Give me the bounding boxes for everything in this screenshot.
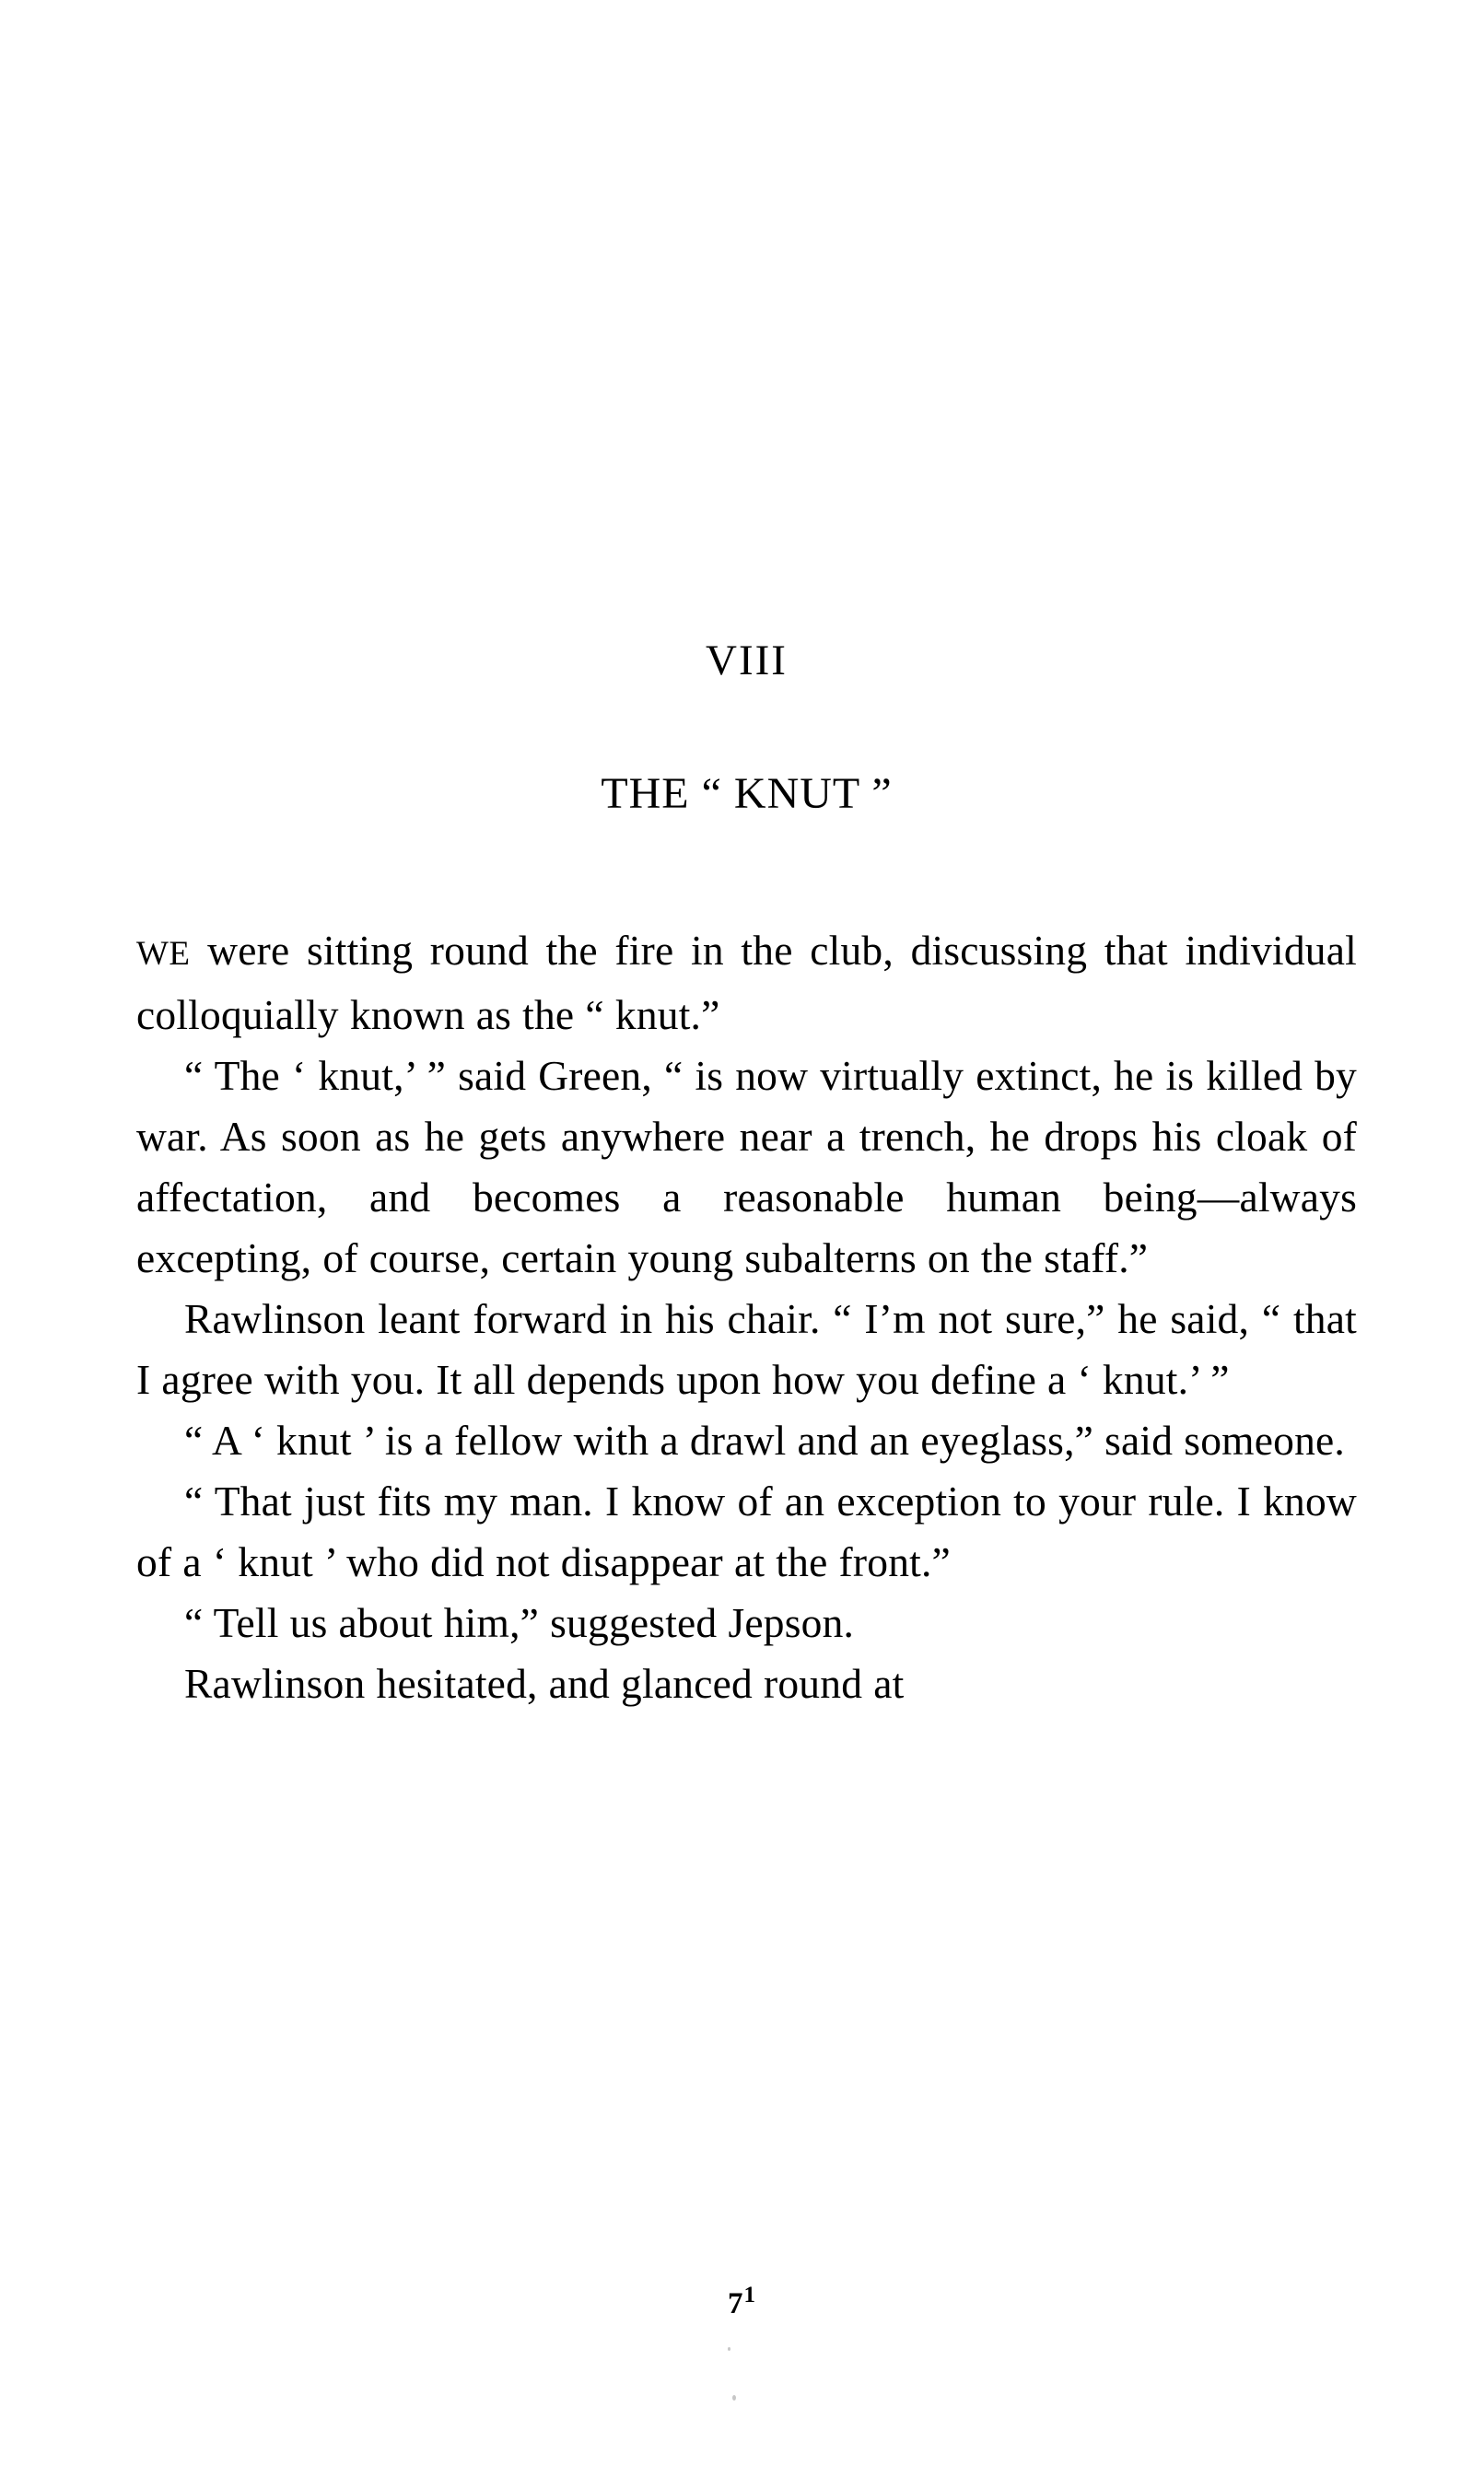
paragraph-5: “ That just fits my man. I know of an exception to your rule. I know of a ‘ knut ’ who did not disappear at the front.” — [136, 1478, 1357, 1585]
page-number-value: 7 — [728, 2287, 744, 2320]
chapter-title: THE “ KNUT ” — [601, 769, 893, 818]
paper-speck — [728, 2347, 730, 2351]
paragraph-4: “ A ‘ knut ’ is a fellow with a drawl and an eyeglass,” said someone. — [184, 1417, 1345, 1464]
paragraph-3: Rawlinson leant forward in his chair. “ I’m not sure,” he said, “ that I agree with you. It all depends upon how you define a ‘ knut.’ ” — [136, 1295, 1357, 1403]
paragraph-1-text: were sitting round the fire in the club, discussing that individual colloquially known as the “ knut.” — [136, 927, 1357, 1038]
paragraph-6: “ Tell us about him,” suggested Jepson. — [184, 1599, 855, 1646]
paragraph-7: Rawlinson hesitated, and glanced round at — [184, 1660, 905, 1707]
chapter-number: VIII — [706, 637, 788, 684]
page-number — [0, 2283, 1484, 2321]
paper-speck — [732, 2395, 736, 2401]
paragraph-1 — [136, 920, 1357, 1046]
paragraph-2: “ The ‘ knut,’ ” said Green, “ is now virtually extinct, he is killed by war. As soon as he gets anywhere near a trench, he drops his cloak of affectation, and becomes a reasonable human being—always excepting, of course, certain young subalterns on the staff.” — [136, 1052, 1357, 1281]
paragraph-1-lead-word: WE — [136, 935, 191, 973]
page-text-block — [136, 636, 1357, 1714]
page-number-suffix: 1 — [743, 2283, 756, 2308]
